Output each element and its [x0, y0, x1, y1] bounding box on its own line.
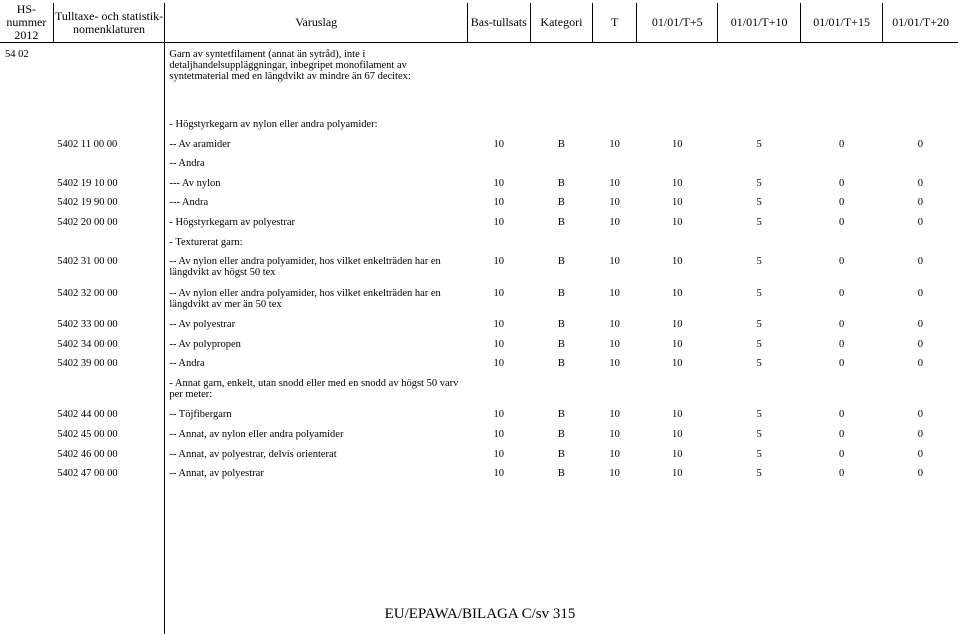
tull-code-cell: 5402 19 90 00	[57, 197, 118, 209]
t-cell	[593, 43, 637, 116]
t10-cell: 5	[756, 177, 762, 189]
tull-code-cell	[53, 115, 165, 135]
hs-cell	[0, 315, 53, 335]
page-footer: EU/EPAWA/BILAGA C/sv 315	[384, 606, 576, 622]
t20-cell	[883, 233, 958, 253]
t20-cell: 0	[917, 319, 924, 331]
tull-code-cell: 5402 33 00 00	[57, 319, 118, 331]
t20-cell: 0	[917, 429, 924, 441]
t10-cell: 5	[756, 287, 762, 299]
t15-cell	[800, 233, 882, 253]
header-t20: 01/01/T+20	[883, 3, 958, 43]
header-hs: HS-nummer 2012	[0, 3, 53, 43]
kategori-cell: B	[557, 409, 565, 421]
t20-cell: 0	[917, 287, 924, 299]
varuslag-cell: -- Av polyestrar	[165, 315, 468, 335]
tull-code-cell: 5402 47 00 00	[57, 468, 118, 480]
table-row	[0, 213, 958, 233]
table-row	[0, 374, 958, 406]
t10-cell: 5	[756, 216, 762, 228]
table-row	[0, 252, 958, 284]
kategori-cell: B	[557, 177, 565, 189]
kategori-cell: B	[557, 448, 565, 460]
tariff-table	[0, 3, 958, 634]
varuslag-cell: -- Annat, av polyestrar	[165, 464, 468, 484]
t15-cell	[800, 374, 882, 406]
t15-cell: 0	[838, 287, 845, 299]
t5-cell	[637, 154, 718, 174]
table-row	[0, 174, 958, 194]
kategori-cell	[530, 233, 593, 253]
t10-cell: 5	[756, 358, 762, 370]
header-row	[0, 3, 958, 43]
varuslag-cell: --- Andra	[165, 193, 468, 213]
t10-cell: 5	[756, 468, 762, 480]
table-row	[0, 115, 958, 135]
t10-cell	[718, 115, 800, 135]
t10-cell	[718, 43, 800, 116]
t5-cell: 10	[671, 287, 683, 299]
t5-cell	[637, 374, 718, 406]
t20-cell: 0	[917, 448, 924, 460]
t-cell: 10	[609, 409, 620, 421]
t5-cell: 10	[671, 448, 683, 460]
varuslag-cell: -- Annat, av polyestrar, delvis orienterat	[165, 445, 468, 465]
kategori-cell: B	[557, 319, 565, 331]
kategori-cell: B	[557, 216, 565, 228]
t-cell: 10	[609, 287, 620, 299]
kategori-cell: B	[557, 138, 565, 150]
t15-cell: 0	[838, 216, 845, 228]
table-row	[0, 135, 958, 155]
kategori-cell: B	[557, 468, 565, 480]
table-row	[0, 43, 958, 116]
t20-cell: 0	[917, 409, 924, 421]
t5-cell: 10	[671, 338, 683, 350]
tull-code-cell: 5402 45 00 00	[57, 429, 118, 441]
t15-cell: 0	[838, 256, 845, 268]
varuslag-cell: - Annat garn, enkelt, utan snodd eller med en snodd av högst 50 varv per meter:	[165, 374, 468, 406]
hs-cell	[0, 252, 53, 284]
t20-cell	[883, 43, 958, 116]
tull-code-cell	[53, 43, 165, 116]
t15-cell: 0	[838, 409, 845, 421]
t-cell: 10	[609, 197, 620, 209]
header-tull: Tulltaxe- och statistik- nomenklaturen	[53, 3, 165, 43]
kategori-cell: B	[557, 256, 565, 268]
t10-cell: 5	[756, 338, 762, 350]
t5-cell	[637, 43, 718, 116]
t-cell	[593, 154, 637, 174]
t15-cell	[800, 43, 882, 116]
table-row	[0, 154, 958, 174]
kategori-cell	[530, 43, 593, 116]
header-t10: 01/01/T+10	[718, 3, 800, 43]
table-row	[0, 284, 958, 316]
t15-cell: 0	[838, 138, 845, 150]
varuslag-cell: -- Av polypropen	[165, 335, 468, 355]
table-body	[0, 43, 958, 634]
bas-cell	[468, 374, 531, 406]
tull-code-cell	[53, 233, 165, 253]
varuslag-cell: -- Töjfibergarn	[165, 405, 468, 425]
bas-cell: 10	[493, 177, 505, 189]
t-cell: 10	[609, 429, 620, 441]
header-bas: Bas-tullsats	[468, 3, 531, 43]
kategori-cell: B	[557, 338, 565, 350]
t20-cell: 0	[917, 177, 924, 189]
t20-cell: 0	[917, 256, 924, 268]
bas-cell: 10	[493, 448, 505, 460]
kategori-cell: B	[557, 429, 565, 441]
tull-code-cell: 5402 44 00 00	[57, 409, 118, 421]
t20-cell	[883, 154, 958, 174]
kategori-cell	[530, 374, 593, 406]
tull-code-cell: 5402 20 00 00	[57, 216, 118, 228]
tull-code-cell: 5402 31 00 00	[57, 256, 118, 268]
t10-cell: 5	[756, 256, 762, 268]
t-cell	[593, 115, 637, 135]
t15-cell	[800, 154, 882, 174]
varuslag-cell: - Högstyrkegarn av nylon eller andra polyamider:	[165, 115, 468, 135]
t10-cell	[718, 374, 800, 406]
t5-cell: 10	[671, 216, 683, 228]
tull-code-cell: 5402 19 10 00	[57, 177, 118, 189]
tull-code-cell	[53, 154, 165, 174]
t10-cell: 5	[756, 448, 762, 460]
varuslag-cell: -- Av nylon eller andra polyamider, hos vilket enkelträden har en längdvikt av mer än 50 tex	[165, 284, 468, 316]
bas-cell	[468, 154, 531, 174]
hs-cell	[0, 193, 53, 213]
t20-cell: 0	[917, 358, 924, 370]
t5-cell: 10	[671, 468, 683, 480]
hs-cell	[0, 213, 53, 233]
table-row	[0, 233, 958, 253]
bas-cell: 10	[493, 338, 505, 350]
t-cell: 10	[609, 448, 620, 460]
t-cell: 10	[609, 138, 620, 150]
tull-code-cell: 5402 11 00 00	[57, 138, 118, 150]
t-cell: 10	[609, 216, 620, 228]
table-row	[0, 193, 958, 213]
bas-cell: 10	[493, 287, 505, 299]
t15-cell: 0	[838, 358, 845, 370]
hs-cell: 54 02	[5, 49, 29, 60]
hs-cell	[0, 284, 53, 316]
varuslag-cell: -- Andra	[165, 354, 468, 374]
varuslag-cell: - Högstyrkegarn av polyestrar	[165, 213, 468, 233]
t5-cell	[637, 233, 718, 253]
t-cell: 10	[609, 338, 620, 350]
t15-cell	[800, 115, 882, 135]
hs-cell	[0, 174, 53, 194]
table-row	[0, 315, 958, 335]
t-cell: 10	[609, 468, 620, 480]
t10-cell: 5	[756, 197, 762, 209]
t5-cell: 10	[671, 409, 683, 421]
varuslag-cell: -- Andra	[165, 154, 468, 174]
t-cell: 10	[609, 319, 620, 331]
bas-cell: 10	[493, 409, 505, 421]
hs-cell	[0, 445, 53, 465]
hs-cell	[0, 115, 53, 135]
tull-code-cell: 5402 34 00 00	[57, 338, 118, 350]
bas-cell	[468, 115, 531, 135]
varuslag-cell: Garn av syntetfilament (annat än sytråd), inte i detaljhandelsuppläggningar, inbegripet monofilament av syntetmaterial med en längdvikt av mindre än 67 decitex:	[165, 43, 468, 116]
varuslag-cell: --- Av nylon	[165, 174, 468, 194]
hs-cell	[0, 233, 53, 253]
t15-cell: 0	[838, 338, 845, 350]
bas-cell: 10	[493, 319, 505, 331]
header-t: T	[593, 3, 637, 43]
kategori-cell	[530, 115, 593, 135]
t10-cell: 5	[756, 409, 762, 421]
tull-code-cell	[53, 374, 165, 406]
table-row	[0, 335, 958, 355]
t20-cell: 0	[917, 338, 924, 350]
kategori-cell: B	[557, 197, 565, 209]
kategori-cell	[530, 154, 593, 174]
bas-cell: 10	[493, 197, 505, 209]
t15-cell: 0	[838, 177, 845, 189]
t5-cell: 10	[671, 256, 683, 268]
t5-cell: 10	[671, 358, 683, 370]
t10-cell: 5	[756, 319, 762, 331]
table-row	[0, 405, 958, 425]
t5-cell: 10	[671, 197, 683, 209]
t15-cell: 0	[838, 448, 845, 460]
header-t15: 01/01/T+15	[800, 3, 882, 43]
hs-cell	[0, 135, 53, 155]
t10-cell	[718, 233, 800, 253]
tull-code-cell: 5402 39 00 00	[57, 358, 118, 370]
t20-cell: 0	[917, 468, 924, 480]
tull-code-cell: 5402 32 00 00	[57, 287, 118, 299]
hs-cell	[0, 374, 53, 406]
t5-cell	[637, 115, 718, 135]
t15-cell: 0	[838, 197, 845, 209]
tull-code-cell: 5402 46 00 00	[57, 448, 118, 460]
bas-cell: 10	[493, 138, 505, 150]
hs-cell	[0, 425, 53, 445]
kategori-cell: B	[557, 358, 565, 370]
kategori-cell: B	[557, 287, 565, 299]
table-row	[0, 354, 958, 374]
varuslag-cell: -- Av aramider	[165, 135, 468, 155]
bas-cell: 10	[493, 468, 505, 480]
hs-cell	[0, 154, 53, 174]
bas-cell: 10	[493, 216, 505, 228]
t10-cell	[718, 154, 800, 174]
bas-cell	[468, 233, 531, 253]
hs-cell	[0, 405, 53, 425]
t-cell	[593, 374, 637, 406]
t5-cell: 10	[671, 429, 683, 441]
t5-cell: 10	[671, 319, 683, 331]
hs-cell	[0, 354, 53, 374]
t5-cell: 10	[671, 138, 683, 150]
t20-cell: 0	[917, 216, 924, 228]
table-row	[0, 445, 958, 465]
t15-cell: 0	[838, 319, 845, 331]
bas-cell: 10	[493, 358, 505, 370]
header-kategori: Kategori	[530, 3, 593, 43]
varuslag-cell: -- Annat, av nylon eller andra polyamider	[165, 425, 468, 445]
t20-cell: 0	[917, 197, 924, 209]
header-t5: 01/01/T+5	[637, 3, 718, 43]
t5-cell: 10	[671, 177, 683, 189]
hs-cell	[0, 464, 53, 484]
bas-cell: 10	[493, 429, 505, 441]
table-row	[0, 425, 958, 445]
varuslag-cell: - Texturerat garn:	[165, 233, 468, 253]
t10-cell: 5	[756, 138, 762, 150]
t10-cell: 5	[756, 429, 762, 441]
t-cell: 10	[609, 256, 620, 268]
bas-cell: 10	[493, 256, 505, 268]
t15-cell: 0	[838, 429, 845, 441]
t-cell: 10	[609, 358, 620, 370]
hs-cell	[0, 335, 53, 355]
t20-cell	[883, 374, 958, 406]
bas-cell	[468, 43, 531, 116]
header-varuslag: Varuslag	[165, 3, 468, 43]
varuslag-cell: -- Av nylon eller andra polyamider, hos vilket enkelträden har en längdvikt av högst 50 tex	[165, 252, 468, 284]
t20-cell: 0	[917, 138, 924, 150]
table-row	[0, 464, 958, 484]
t20-cell	[883, 115, 958, 135]
t-cell: 10	[609, 177, 620, 189]
t15-cell: 0	[838, 468, 845, 480]
t-cell	[593, 233, 637, 253]
